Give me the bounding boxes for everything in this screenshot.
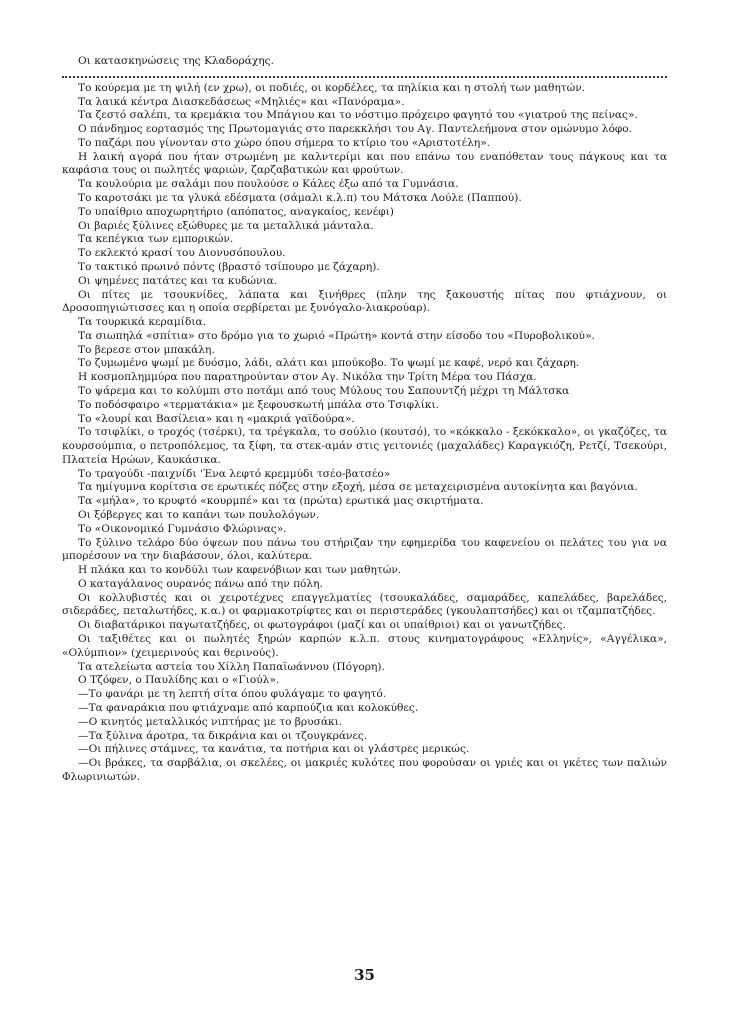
- paragraph: Το ζυμωμένο ψωμί με δυόσμο, λάδι, αλάτι και μπούκοβο. Το ψωμί με καφέ, νερό και ζάχαρη.: [78, 357, 580, 370]
- paragraph: Το ποδόσφαιρο «τερματάκια» με ξεφουσκωτή μπάλα στο Τσιφλίκι.: [78, 398, 440, 411]
- paragraph: Ο πάνδημος εορτασμός της Πρωτομαγιάς στο παρεκκλήσι του Αγ. Παντελεήμονα στον ομώνυμο λόφο.: [78, 123, 633, 136]
- page-number: 35: [354, 966, 375, 984]
- paragraph: Τα «μήλα», το κρυφτό «κουρμπέ» και τα (πρώτα) ερωτικά μας σκιρτήματα.: [78, 495, 484, 508]
- paragraph: Το ψάρεμα και το κολύμπι στο ποτάμι από τους Μύλους του Σαπουντζή μέχρι τη Μάλτσκα: [78, 384, 570, 397]
- paragraph: Τα κεπέγκια των εμπορικών.: [78, 233, 234, 246]
- paragraph: —Οι βράκες, τα σαρβάλια, οι σκελέες, οι μακριές κυλότες που φορούσαν οι γριές και οι γκέτες των παλιών Φλωρινιωτών.: [62, 757, 667, 783]
- paragraph: Το καροτσάκι με τα γλυκά εδέσματα (σάμαλι κ.λ.π) του Μάτσκα Λούλε (Παππού).: [78, 192, 522, 205]
- paragraph: —Τα φαναράκια που φτιάχναμε από καρπούζια και κολοκύθες.: [78, 701, 419, 714]
- paragraph: Το «λουρί και Βασίλεια» και η «μακριά γαϊδούρα».: [78, 412, 355, 425]
- paragraph: Ο καταγάλανος ουρανός πάνω από την πόλη.: [78, 577, 323, 590]
- paragraph: Το βερεσε στον μπακάλη.: [78, 343, 215, 356]
- paragraph: Οι διαβατάρικοι παγωτατζήδες, οι φωτογράφοι (μαζί και οι υπαίθριοι) και οι γανωτζήδες.: [78, 619, 566, 632]
- paragraph: Οι ψημένες πατάτες και τα κυδώνια.: [78, 274, 278, 287]
- paragraph: Οι πίτες με τσουκνίδες, λάπατα και ξινήθρες (πλην της ξακουστής πίτας που φτιάχνουν, οι Δροσοπηγιώτισσες και η οποία σερβίρεται με ξυνόγαλο-λιακρούαρ).: [62, 288, 667, 315]
- paragraph: Η πλάκα και το κονδύλι των καφενόβιων και των μαθητών.: [78, 564, 402, 577]
- paragraph: Τα κουλούρια με σαλάμι που πουλούσε ο Κάλες έξω από τα Γυμνάσια.: [78, 178, 459, 191]
- paragraph: Το κούρεμα με τη ψιλή (εν χρω), οι ποδιές, οι κορδέλες, τα πηλίκια και η στολή των μαθητών.: [78, 81, 586, 94]
- paragraph: —Οι πήλινες στάμνες, τα κανάτια, τα ποτήρια και οι γλάστρες μερικώς.: [78, 743, 470, 756]
- paragraph: Το τακτικό πρωινό πόντς (βραστό τσίπουρο με ζάχαρη).: [78, 260, 380, 273]
- paragraph: Το εκλεκτό κρασί του Διονυσόπουλου.: [78, 247, 286, 260]
- paragraph: Η κοσμοπλημμύρα που παρατηρούνταν στον Αγ. Νικόλα την Τρίτη Μέρα του Πάσχα.: [78, 371, 537, 384]
- dotted-divider: [62, 76, 667, 78]
- paragraph: Τα ζεστό σαλέπι, τα κρεμάκια του Μπάγιου και το νόστιμο πρόχειρο φαγητό του «γιατρού της πείνας».: [78, 109, 638, 122]
- paragraph: Το παζάρι που γίνονταν στο χώρο όπου σήμερα το κτίριο του «Αριστοτέλη».: [78, 136, 491, 149]
- paragraph: Ο Τζόφεν, ο Παυλίδης και ο «Γιούλ».: [78, 674, 280, 687]
- paragraph: —Τα ξύλινα άροτρα, τα δικράνια και οι τζουγκράνες.: [78, 729, 368, 742]
- paragraph: —Ο κινητός μεταλλικός νιπτήρας με το βρυσάκι.: [78, 715, 343, 728]
- paragraph: Οι ξόβεργες και το καπάνι των πουλολόγων.: [78, 509, 320, 521]
- paragraph: Τα ατελείωτα αστεία του Χίλλη Παπαϊωάννου (Πόγορη).: [78, 660, 385, 673]
- paragraph: Η λαική αγορά που ήταν στρωμένη με καλντερίμι και που επάνω του εναπόθεταν τους πάγκους και τα καφάσια τους οι πωλητές ψαριών, ζαρζαβατικών και φρούτων.: [62, 150, 667, 177]
- paragraph-list: [62, 82, 667, 785]
- paragraph: Το τσιφλίκι, ο τροχός (τσέρκι), τα τρέγκαλα, το σούλιο (κουτσό), το «κόκκαλο - ξεκόκκαλο», οι γκαζόζες, τα κουρσούμπια, ο πετροπόλεμος, τα ξίφη, τα στεκ-αμάν στις γειτονιές (μαχαλάδες) Καραγκιόζη, Ρετζί, Τσεκούρι, Πλατεία Ηρώων, Καυκάσικα.: [62, 426, 667, 466]
- paragraph: Οι ταξιθέτες και οι πωλητές ξηρών καρπών κ.λ.π. στους κινηματογράφους «Ελληνίς», «Αγγέλικα», «Ολύμπιον» (χειμερινούς και θερινούς).: [62, 633, 667, 659]
- paragraph: Το ξύλινο τελάρο δύο όψεων που πάνω του στήριζαν την εφημερίδα του καφενείου οι πελάτες του για να μπορέσουν να την διαβάσουν, όλοι, καλύτερα.: [62, 536, 667, 563]
- heading-line: Οι κατασκηνώσεις της Κλαδοράχης.: [78, 55, 274, 67]
- paragraph: —Το φανάρι με τη λεπτή σίτα όπου φυλάγαμε το φαγητό.: [78, 688, 387, 701]
- paragraph: Το τραγούδι -παιχνίδι 'Ένα λεφτό κρεμμύδι τσέο-βατσέο»: [78, 467, 391, 480]
- paragraph: Τα λαικά κέντρα Διασκεδάσεως «Μηλιές» και «Πανόραμα».: [78, 95, 405, 108]
- paragraph: Οι βαριές ξύλινες εξώθυρες με τα μεταλλικά μάνταλα.: [78, 219, 374, 232]
- paragraph: Τα τουρκικά κεραμίδια.: [78, 316, 206, 329]
- paragraph: Το «Οικονομικό Γυμνάσιο Φλώρινας».: [78, 522, 287, 535]
- paragraph: Οι κολλυβιστές και οι χειροτέχνες επαγγελματίες (τσουκαλάδες, σαμαράδες, καπελάδες, βαρελάδες, σιδεράδες, πεταλωτήδες, κ.α.) οι φαρμακοτρίφτες και οι περιστεράδες (γκουλαπτσήδες) και οι τζαμπατζήδες.: [62, 591, 667, 618]
- text-block: [62, 55, 667, 785]
- paragraph: Το υπαίθριο αποχωρητήριο (απόπατος, αναγκαίος, κενέφι): [78, 205, 394, 218]
- paragraph: Τα ημίγυμνα κορίτσια σε ερωτικές πόζες στην εξοχή, μέσα σε μεταχειρισμένα αυτοκίνητα και βαγόνια.: [78, 481, 638, 494]
- paragraph: Τα σιωπηλά «σπίτια» στο δρόμο για το χωριό «Πρώτη» κοντά στην είσοδο του «Πυροβολικού».: [78, 329, 595, 342]
